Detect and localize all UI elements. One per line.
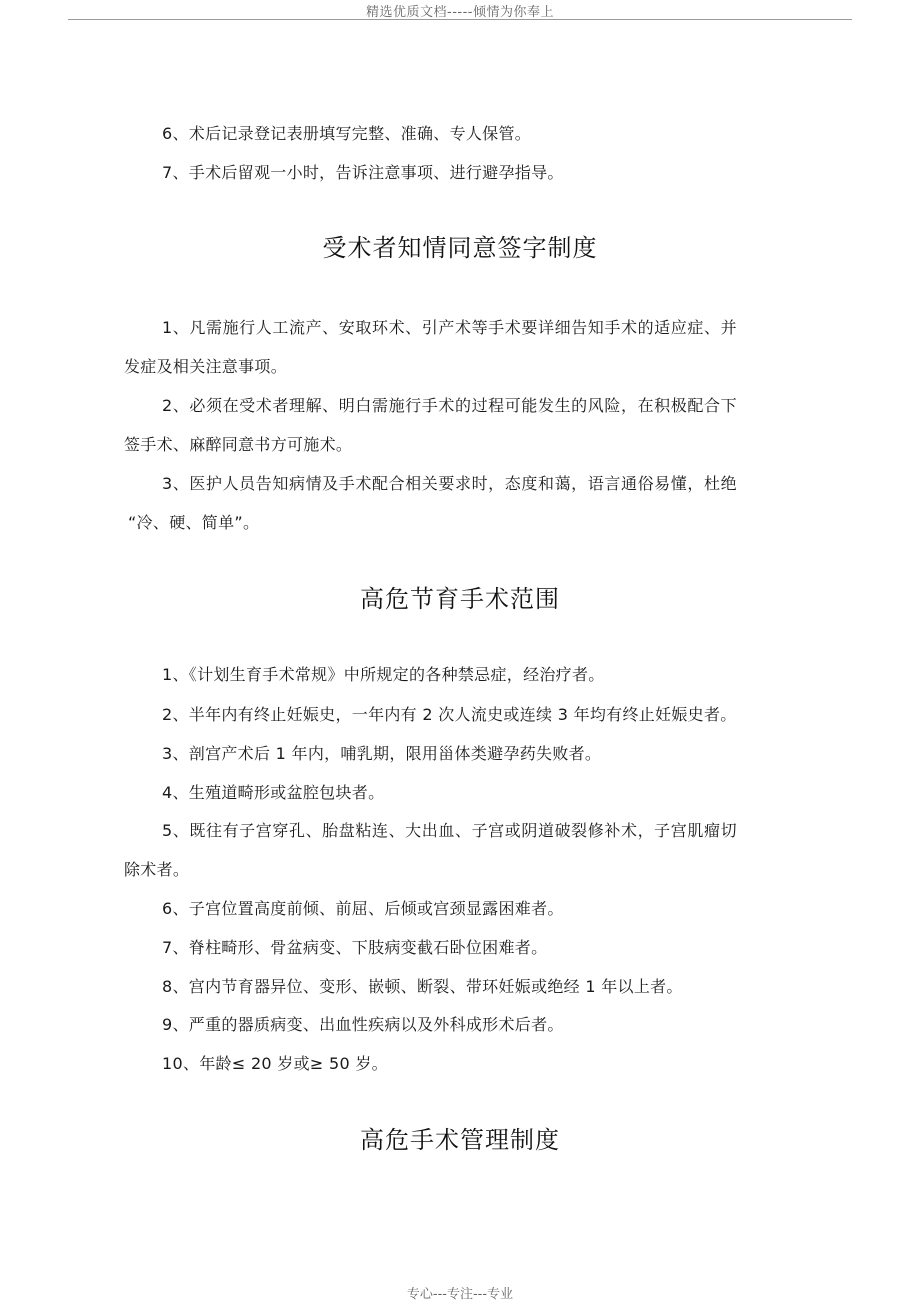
list-item: 6、子宫位置高度前倾、前屈、后倾或宫颈显露困难者。 bbox=[162, 899, 564, 918]
paragraph-line: 2、必须在受术者理解、明白需施行手术的过程可能发生的风险，在积极配合下 bbox=[162, 396, 738, 415]
page-footer: 专心---专注---专业 bbox=[406, 1287, 514, 1302]
paragraph-line: 发症及相关注意事项。 bbox=[124, 357, 288, 376]
list-item: 10、年龄≤ 20 岁或≥ 50 岁。 bbox=[162, 1054, 388, 1073]
section-title-informed-consent: 受术者知情同意签字制度 bbox=[322, 234, 598, 262]
paragraph-item-6: 6、术后记录登记表册填写完整、准确、专人保管。 bbox=[162, 124, 532, 143]
paragraph-line: 3、医护人员告知病情及手术配合相关要求时，态度和蔼，语言通俗易懂，杜绝 bbox=[162, 474, 738, 493]
header-divider bbox=[68, 19, 852, 20]
page-header bbox=[0, 0, 920, 20]
list-item: 5、既往有子宫穿孔、胎盘粘连、大出血、子宫或阴道破裂修补术，子宫肌瘤切 bbox=[162, 821, 738, 840]
paragraph-line: “冷、硬、简单”。 bbox=[128, 513, 260, 532]
list-item: 3、剖宫产术后 1 年内，哺乳期，限用甾体类避孕药失败者。 bbox=[162, 744, 602, 763]
list-item: 7、脊柱畸形、骨盆病变、下肢病变截石卧位困难者。 bbox=[162, 938, 548, 957]
list-item: 4、生殖道畸形或盆腔包块者。 bbox=[162, 783, 385, 802]
paragraph-line: 1、凡需施行人工流产、安取环术、引产术等手术要详细告知手术的适应症、并 bbox=[162, 318, 738, 337]
list-item: 8、宫内节育器异位、变形、嵌顿、断裂、带环妊娠或绝经 1 年以上者。 bbox=[162, 977, 683, 996]
header-text: 精选优质文档-----倾情为你奉上 bbox=[366, 5, 554, 20]
section-title-high-risk-management: 高危手术管理制度 bbox=[360, 1126, 560, 1154]
list-item: 1、《计划生育手术常规》中所规定的各种禁忌症，经治疗者。 bbox=[162, 665, 605, 684]
list-item: 9、严重的器质病变、出血性疾病以及外科成形术后者。 bbox=[162, 1015, 564, 1034]
list-item-continuation: 除术者。 bbox=[124, 860, 190, 879]
section-title-high-risk-scope: 高危节育手术范围 bbox=[360, 585, 560, 613]
paragraph-line: 签手术、麻醉同意书方可施术。 bbox=[124, 435, 353, 454]
list-item: 2、半年内有终止妊娠史，一年内有 2 次人流史或连续 3 年均有终止妊娠史者。 bbox=[162, 705, 737, 724]
paragraph-item-7: 7、手术后留观一小时，告诉注意事项、进行避孕指导。 bbox=[162, 163, 564, 182]
